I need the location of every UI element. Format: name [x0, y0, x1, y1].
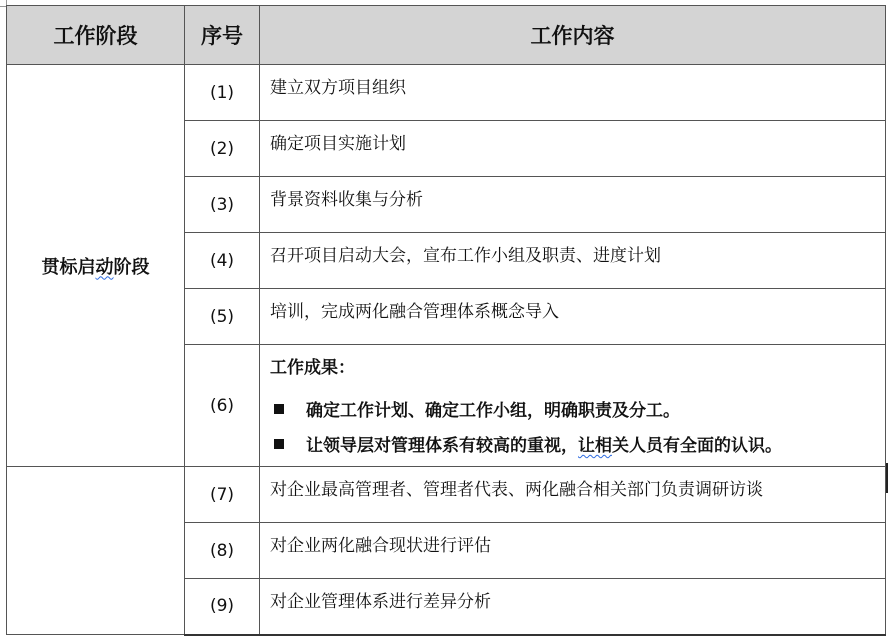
- square-bullet-icon: [274, 439, 284, 449]
- text-cursor: [886, 463, 888, 493]
- results-bullet: [270, 396, 885, 421]
- stage-cell-empty: [7, 467, 185, 635]
- results-bullet-text: 确定工作计划、确定工作小组，明确职责及分工。: [306, 401, 680, 421]
- table-header-row: [7, 6, 886, 65]
- table-row: [7, 65, 886, 121]
- row-number: (4): [185, 233, 260, 289]
- row-number: (2): [185, 121, 260, 177]
- row-number: (1): [185, 65, 260, 121]
- row-number: (3): [185, 177, 260, 233]
- row-content: 对企业两化融合现状进行评估: [260, 523, 886, 579]
- stage-label-kickoff: 贯标启动阶段: [41, 256, 150, 278]
- work-plan-table: [6, 5, 886, 636]
- square-bullet-icon: [274, 404, 284, 414]
- header-number: 序号: [185, 6, 260, 65]
- header-content: 工作内容: [260, 6, 886, 65]
- row-content: 对企业管理体系进行差异分析: [260, 579, 886, 635]
- row-content: 对企业最高管理者、管理者代表、两化融合相关部门负责调研访谈: [260, 467, 886, 523]
- row-number: (7): [185, 467, 260, 523]
- row-content: 确定项目实施计划: [260, 121, 886, 177]
- results-cell: [260, 345, 886, 467]
- spellcheck-squiggle: 让相: [578, 436, 612, 456]
- row-number: (9): [185, 579, 260, 635]
- results-bullet-text: 让领导层对管理体系有较高的重视，让相关人员有全面的认识。: [306, 436, 782, 456]
- row-number: (8): [185, 523, 260, 579]
- table-row: [7, 467, 886, 523]
- results-title: 工作成果：: [270, 358, 355, 378]
- row-number: (6): [185, 345, 260, 467]
- row-content: 背景资料收集与分析: [260, 177, 886, 233]
- row-content: 召开项目启动大会，宣布工作小组及职责、进度计划: [260, 233, 886, 289]
- row-content: 培训，完成两化融合管理体系概念导入: [260, 289, 886, 345]
- row-content: 建立双方项目组织: [260, 65, 886, 121]
- header-stage: 工作阶段: [7, 6, 185, 65]
- row-number: (5): [185, 289, 260, 345]
- spellcheck-squiggle: 动: [95, 256, 114, 278]
- stage-cell-kickoff: [7, 65, 185, 467]
- results-bullet: [270, 431, 885, 456]
